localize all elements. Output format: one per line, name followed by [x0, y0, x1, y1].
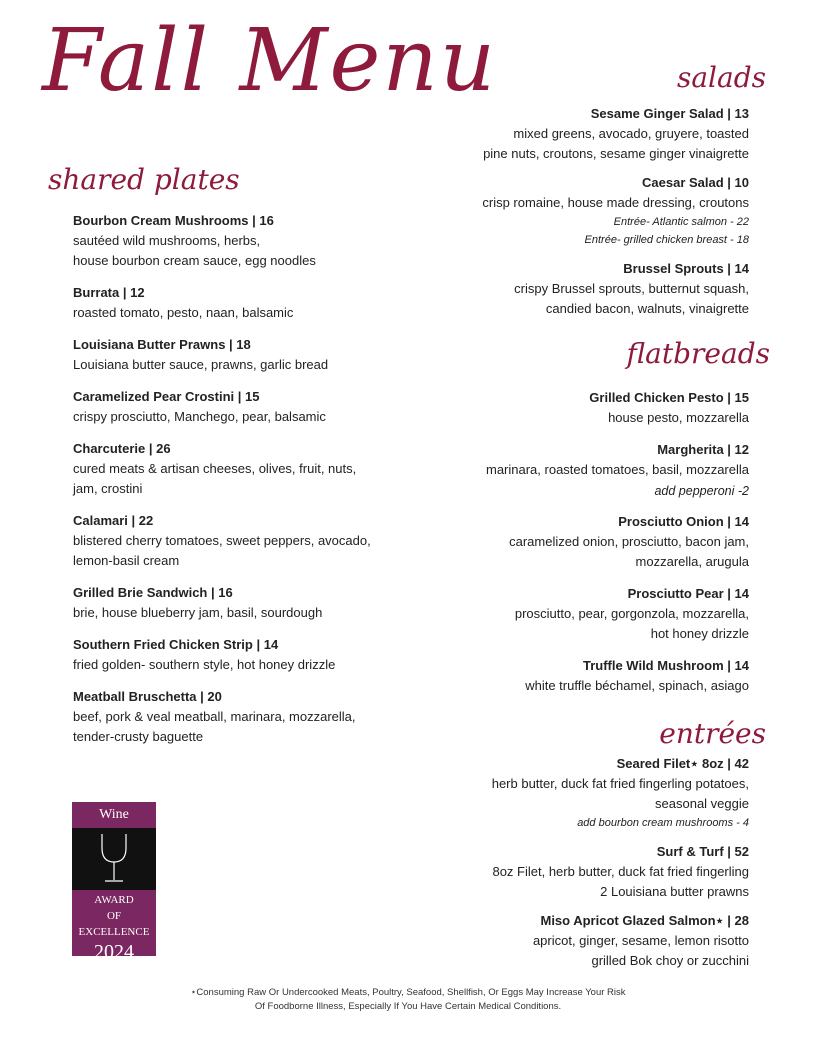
menu-item: [389, 512, 749, 572]
item-name: Calamari | 22: [73, 513, 154, 528]
item-name: Surf & Turf | 52: [656, 844, 749, 859]
item-desc: candied bacon, walnuts, vinaigrette: [545, 301, 749, 316]
menu-item: [73, 387, 413, 427]
item-note: add bourbon cream mushrooms - 4: [577, 817, 749, 829]
menu-item: [73, 511, 413, 571]
item-desc: blistered cherry tomatoes, sweet peppers, avocado,: [73, 533, 371, 548]
item-desc: grilled Bok choy or zucchini: [591, 953, 749, 968]
badge-award-text: [72, 890, 156, 963]
item-desc: 8oz Filet, herb butter, duck fat fried fingerling: [492, 864, 749, 879]
item-desc: fried golden- southern style, hot honey drizzle: [73, 657, 336, 672]
item-note: Entrée- grilled chicken breast - 18: [584, 234, 749, 246]
item-note: Entrée- Atlantic salmon - 22: [613, 216, 749, 228]
badge-excellence: EXCELLENCE: [78, 926, 150, 938]
food-safety-disclaimer: [0, 986, 816, 1014]
menu-item: [389, 656, 749, 696]
item-desc: brie, house blueberry jam, basil, sourdough: [73, 605, 323, 620]
flatbreads-heading: flatbreads: [626, 337, 770, 370]
item-desc: prosciutto, pear, gorgonzola, mozzarella,: [514, 606, 749, 621]
badge-year: 2024: [94, 941, 134, 963]
item-desc: crispy Brussel sprouts, butternut squash,: [514, 281, 749, 296]
item-desc: tender-crusty baguette: [73, 729, 204, 744]
badge-award: AWARD: [94, 894, 134, 906]
item-name: Miso Apricot Glazed Salmon⋆ | 28: [540, 913, 749, 928]
item-desc: apricot, ginger, sesame, lemon risotto: [532, 933, 749, 948]
item-desc: house pesto, mozzarella: [608, 410, 749, 425]
item-desc: Louisiana butter sauce, prawns, garlic bread: [73, 357, 329, 372]
item-name: Sesame Ginger Salad | 13: [590, 106, 749, 121]
menu-item: [389, 440, 749, 502]
item-name: Prosciutto Pear | 14: [627, 586, 749, 601]
badge-brand: Wine: [72, 802, 156, 828]
disclaimer-line: ⋆Consuming Raw Or Undercooked Meats, Poultry, Seafood, Shellfish, Or Eggs May Increase Your Risk: [190, 987, 626, 998]
menu-item: [389, 388, 749, 428]
item-desc: herb butter, duck fat fried fingerling potatoes,: [491, 776, 749, 791]
item-desc: marinara, roasted tomatoes, basil, mozzarella: [485, 462, 749, 477]
item-desc: white truffle béchamel, spinach, asiago: [525, 678, 749, 693]
item-desc: hot honey drizzle: [650, 626, 749, 641]
menu-item: [389, 754, 749, 832]
item-desc: jam, crostini: [73, 481, 143, 496]
menu-item: [73, 439, 413, 499]
item-name: Grilled Chicken Pesto | 15: [589, 390, 749, 405]
menu-item: [73, 583, 413, 623]
item-desc: sautéed wild mushrooms, herbs,: [73, 233, 261, 248]
item-name: Southern Fried Chicken Strip | 14: [73, 637, 279, 652]
wine-glass-icon: [94, 828, 134, 888]
item-desc: crispy prosciutto, Manchego, pear, balsamic: [73, 409, 326, 424]
menu-title: Fall Menu: [42, 11, 498, 111]
item-desc: beef, pork & veal meatball, marinara, mozzarella,: [73, 709, 356, 724]
item-name: Caramelized Pear Crostini | 15: [73, 389, 260, 404]
item-desc: mozzarella, arugula: [635, 554, 749, 569]
item-name: Truffle Wild Mushroom | 14: [582, 658, 749, 673]
menu-item: [73, 635, 413, 675]
item-name: Prosciutto Onion | 14: [618, 514, 749, 529]
entrees-heading: entrées: [659, 717, 766, 750]
item-desc: cured meats & artisan cheeses, olives, fruit, nuts,: [73, 461, 357, 476]
item-desc: seasonal veggie: [655, 796, 749, 811]
item-name: Charcuterie | 26: [73, 441, 171, 456]
item-name: Caesar Salad | 10: [642, 175, 749, 190]
salads-heading: salads: [676, 61, 766, 94]
item-desc: mixed greens, avocado, gruyere, toasted: [513, 126, 749, 141]
menu-item: [389, 584, 749, 644]
item-note: add pepperoni -2: [654, 484, 749, 498]
menu-item: [389, 911, 749, 971]
item-desc: roasted tomato, pesto, naan, balsamic: [73, 305, 294, 320]
wine-spectator-award-badge: [72, 802, 156, 963]
item-name: Grilled Brie Sandwich | 16: [73, 585, 233, 600]
menu-item: [389, 259, 749, 319]
item-desc: house bourbon cream sauce, egg noodles: [73, 253, 316, 268]
item-name: Margherita | 12: [657, 442, 749, 457]
menu-item: [73, 687, 413, 747]
disclaimer-line: Of Foodborne Illness, Especially If You Have Certain Medical Conditions.: [254, 1001, 562, 1012]
item-name: Burrata | 12: [73, 285, 145, 300]
item-desc: lemon-basil cream: [73, 553, 180, 568]
item-name: Louisiana Butter Prawns | 18: [73, 337, 251, 352]
badge-glass-panel: [72, 828, 156, 890]
menu-item: [73, 335, 413, 375]
shared-plates-heading: shared plates: [48, 163, 240, 196]
item-name: Meatball Bruschetta | 20: [73, 689, 222, 704]
menu-item: [73, 211, 413, 271]
badge-of: OF: [106, 910, 122, 922]
menu-item: [73, 283, 413, 323]
menu-item: [389, 104, 749, 164]
menu-item: [389, 842, 749, 902]
item-desc: 2 Louisiana butter prawns: [600, 884, 749, 899]
item-desc: caramelized onion, prosciutto, bacon jam,: [509, 534, 749, 549]
item-name: Bourbon Cream Mushrooms | 16: [73, 213, 274, 228]
item-desc: pine nuts, croutons, sesame ginger vinaigrette: [483, 146, 749, 161]
item-desc: crisp romaine, house made dressing, croutons: [482, 195, 749, 210]
item-name: Brussel Sprouts | 14: [623, 261, 749, 276]
item-name: Seared Filet⋆ 8oz | 42: [616, 756, 749, 771]
menu-item: [389, 173, 749, 249]
